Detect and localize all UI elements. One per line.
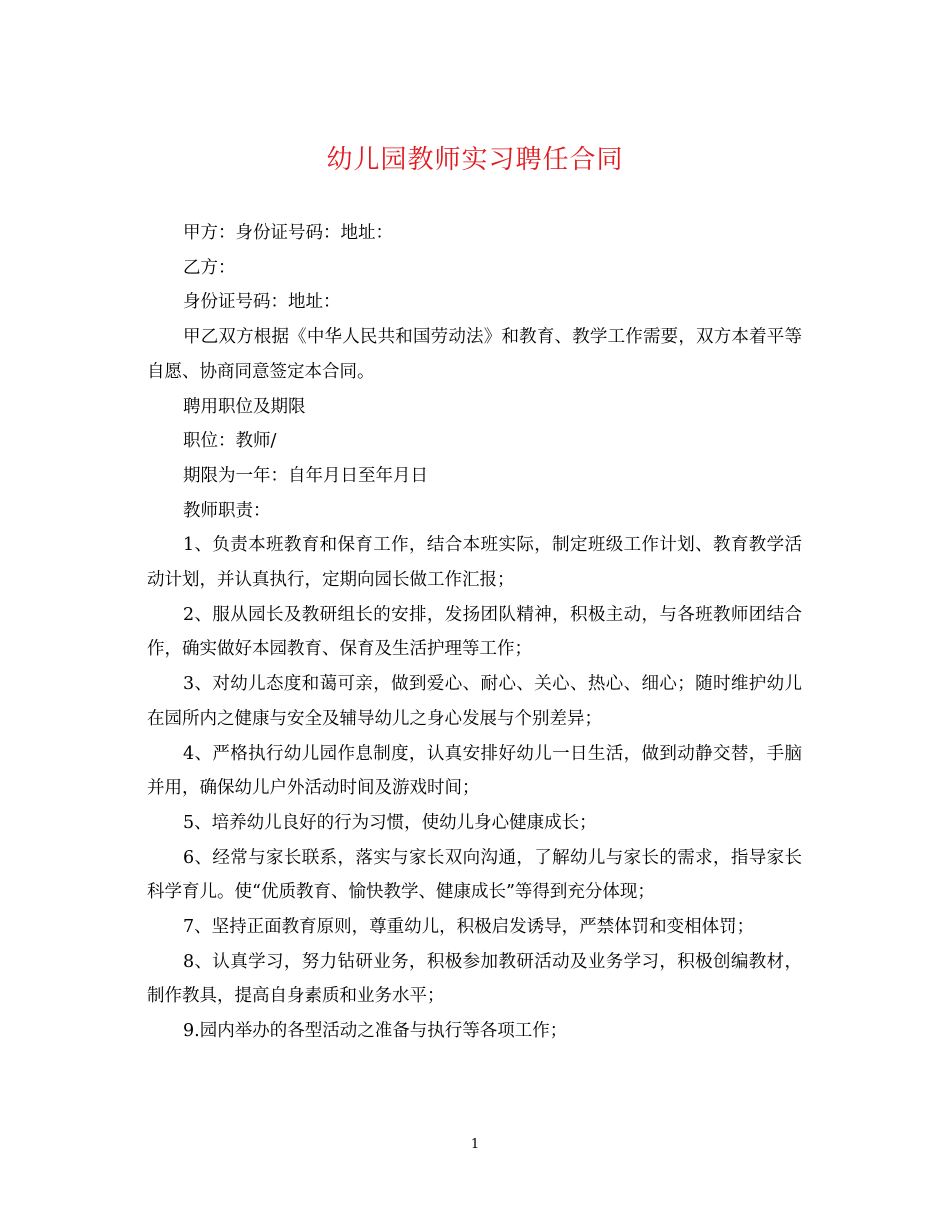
duty-item: 9.园内举办的各型活动之准备与执行等各项工作； <box>183 1021 568 1042</box>
duty-item: 4、严格执行幼儿园作息制度，认真安排好幼儿一日生活，做到动静交替，手脑并用，确保幼儿户外活动时间及游戏时间； <box>147 743 802 799</box>
duty-item: 6、经常与家长联系，落实与家长双向沟通，了解幼儿与家长的需求，指导家长科学育儿。使“优质教育、愉快教学、健康成长”等得到充分体现； <box>147 847 802 903</box>
position-line: 职位：教师/ <box>183 431 277 452</box>
duty-item: 5、培养幼儿良好的行为习惯，使幼儿身心健康成长； <box>183 812 597 833</box>
duty-item: 1、负责本班教育和保育工作，结合本班实际，制定班级工作计划、教育教学活动计划，并认真执行，定期向园长做工作汇报； <box>147 535 802 591</box>
section-heading-duties: 教师职责： <box>183 500 271 521</box>
party-b-id-line: 身份证号码：地址： <box>183 292 341 313</box>
contract-preamble: 甲乙双方根据《中华人民共和国劳动法》和教育、教学工作需要，双方本着平等自愿、协商同意签定本合同。 <box>147 327 802 382</box>
party-a-line: 甲方：身份证号码：地址： <box>183 223 393 243</box>
duty-item: 3、对幼儿态度和蔼可亲，做到爱心、耐心、关心、热心、细心；随时维护幼儿在园所内之健康与安全及辅导幼儿之身心发展与个别差异； <box>147 674 802 729</box>
duty-item: 2、服从园长及教研组长的安排，发扬团队精神，积极主动，与各班教师团结合作，确实做好本园教育、保育及生活护理等工作； <box>147 604 802 660</box>
duty-item: 7、坚持正面教育原则，尊重幼儿，积极启发诱导，严禁体罚和变相体罚； <box>183 917 755 938</box>
term-line: 期限为一年：自年月日至年月日 <box>183 465 428 486</box>
document-body <box>147 216 802 1049</box>
party-b-line: 乙方： <box>183 257 236 278</box>
duty-item: 8、认真学习，努力钻研业务，积极参加教研活动及业务学习，积极创编教材，制作教具，提高自身素质和业务水平； <box>147 951 802 1007</box>
section-heading-position: 聘用职位及期限 <box>183 396 306 417</box>
page-number: 1 <box>470 1137 480 1152</box>
document-title: 幼儿园教师实习聘任合同 <box>326 145 624 175</box>
